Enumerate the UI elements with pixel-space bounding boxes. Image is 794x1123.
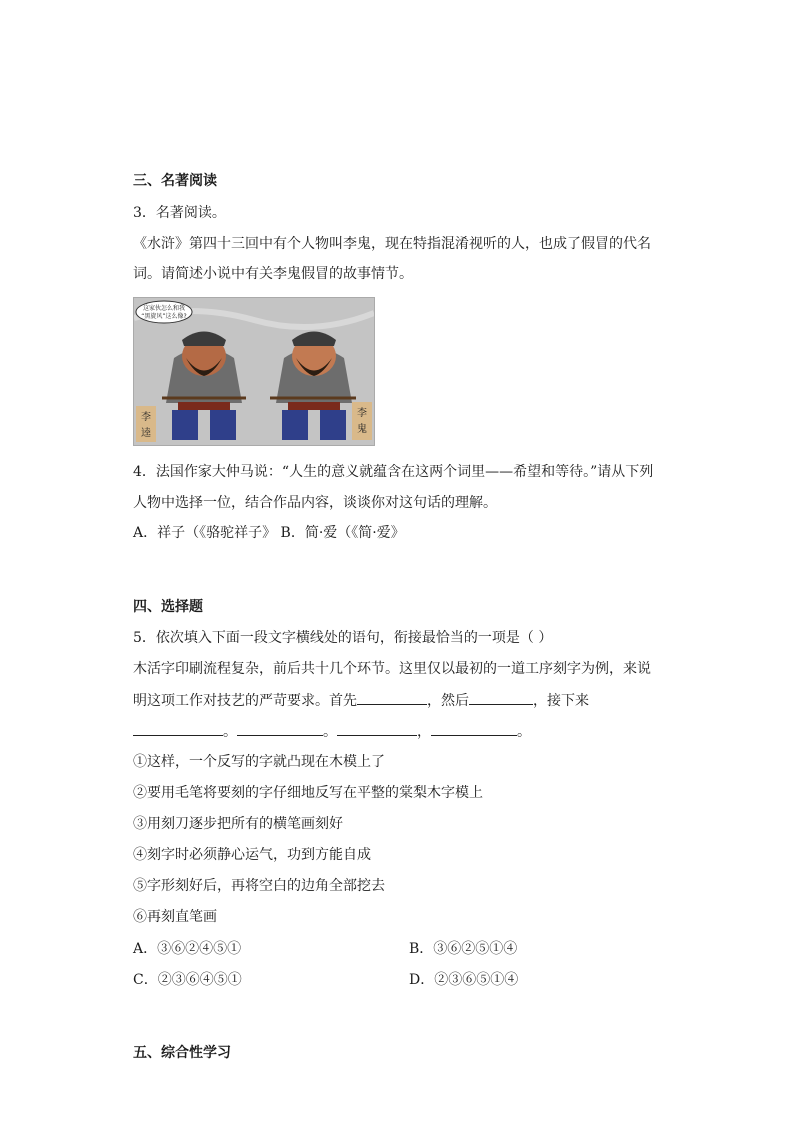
- left-name-char-2: 逵: [141, 428, 151, 439]
- item-2: ②要用毛笔将要刻的字仔细地反写在平整的棠梨木字模上: [133, 785, 483, 801]
- bubble-line-1: 这家伙怎么和我: [142, 305, 186, 312]
- item-1: ①这样，一个反写的字就凸现在木模上了: [133, 754, 385, 770]
- choice-b[interactable]: B．③⑥②⑤①④: [409, 941, 518, 957]
- question-5-para-2: [133, 690, 589, 711]
- question-4-line-1: 4．法国作家大仲马说：“人生的意义就蕴含在这两个词里——希望和等待。”请从下列: [133, 464, 654, 480]
- question-5-para-1: 木活字印刷流程复杂，前后共十几个环节。这里仅以最初的一道工序刻字为例，来说: [133, 661, 651, 677]
- question-5-stem: 5．依次填入下面一段文字横线处的语句，衔接最恰当的一项是（ ）: [133, 630, 553, 646]
- question-4-options: A．祥子（《骆驼祥子》 B．简·爱（《简·爱》: [133, 525, 405, 541]
- section-title-3: 三、名著阅读: [133, 173, 217, 189]
- blank-4[interactable]: [237, 721, 323, 736]
- choice-a[interactable]: A．③⑥②④⑤①: [133, 941, 242, 957]
- para-2-text-c: ，接下来: [533, 693, 589, 709]
- left-name-char-1: 李: [141, 412, 151, 423]
- section-title-4: 四、选择题: [133, 599, 203, 615]
- bubble-line-2: “黑旋风”这么像?: [141, 313, 187, 320]
- section-title-5: 五、综合性学习: [133, 1045, 231, 1061]
- blank-5[interactable]: [337, 721, 417, 736]
- choice-d[interactable]: D．②③⑥⑤①④: [409, 972, 519, 988]
- question-3-line-1: 《水浒》第四十三回中有个人物叫李鬼，现在特指混淆视听的人，也成了假冒的代名: [133, 236, 651, 252]
- illustration-svg: [134, 298, 374, 445]
- blank-3[interactable]: [133, 721, 223, 736]
- para-3-text-c: ，: [417, 724, 431, 740]
- question-3-line-2: 词。请简述小说中有关李鬼假冒的故事情节。: [133, 266, 413, 282]
- para-2-text-a: 明这项工作对技艺的严苛要求。首先: [133, 693, 357, 709]
- choice-c[interactable]: C．②③⑥④⑤①: [133, 972, 242, 988]
- question-4-line-2: 人物中选择一位，结合作品内容，谈谈你对这句话的理解。: [133, 495, 497, 511]
- right-name-char-1: 李: [357, 408, 367, 419]
- para-3-text-b: 。: [323, 724, 337, 740]
- item-6: ⑥再刻直笔画: [133, 909, 217, 925]
- para-3-text-a: 。: [223, 724, 237, 740]
- item-4: ④刻字时必须静心运气，功到方能自成: [133, 847, 371, 863]
- blank-6[interactable]: [431, 721, 517, 736]
- item-5: ⑤字形刻好后，再将空白的边角全部挖去: [133, 878, 385, 894]
- para-2-text-b: ，然后: [427, 693, 469, 709]
- para-3-text-d: 。: [517, 724, 531, 740]
- blank-2[interactable]: [469, 690, 533, 705]
- question-3-label: 3．名著阅读。: [133, 205, 226, 221]
- item-3: ③用刻刀逐步把所有的横笔画刻好: [133, 816, 343, 832]
- blank-1[interactable]: [357, 690, 427, 705]
- right-name-char-2: 鬼: [357, 424, 367, 435]
- question-5-para-3: [133, 721, 531, 742]
- li-kui-li-gui-illustration: [133, 297, 375, 446]
